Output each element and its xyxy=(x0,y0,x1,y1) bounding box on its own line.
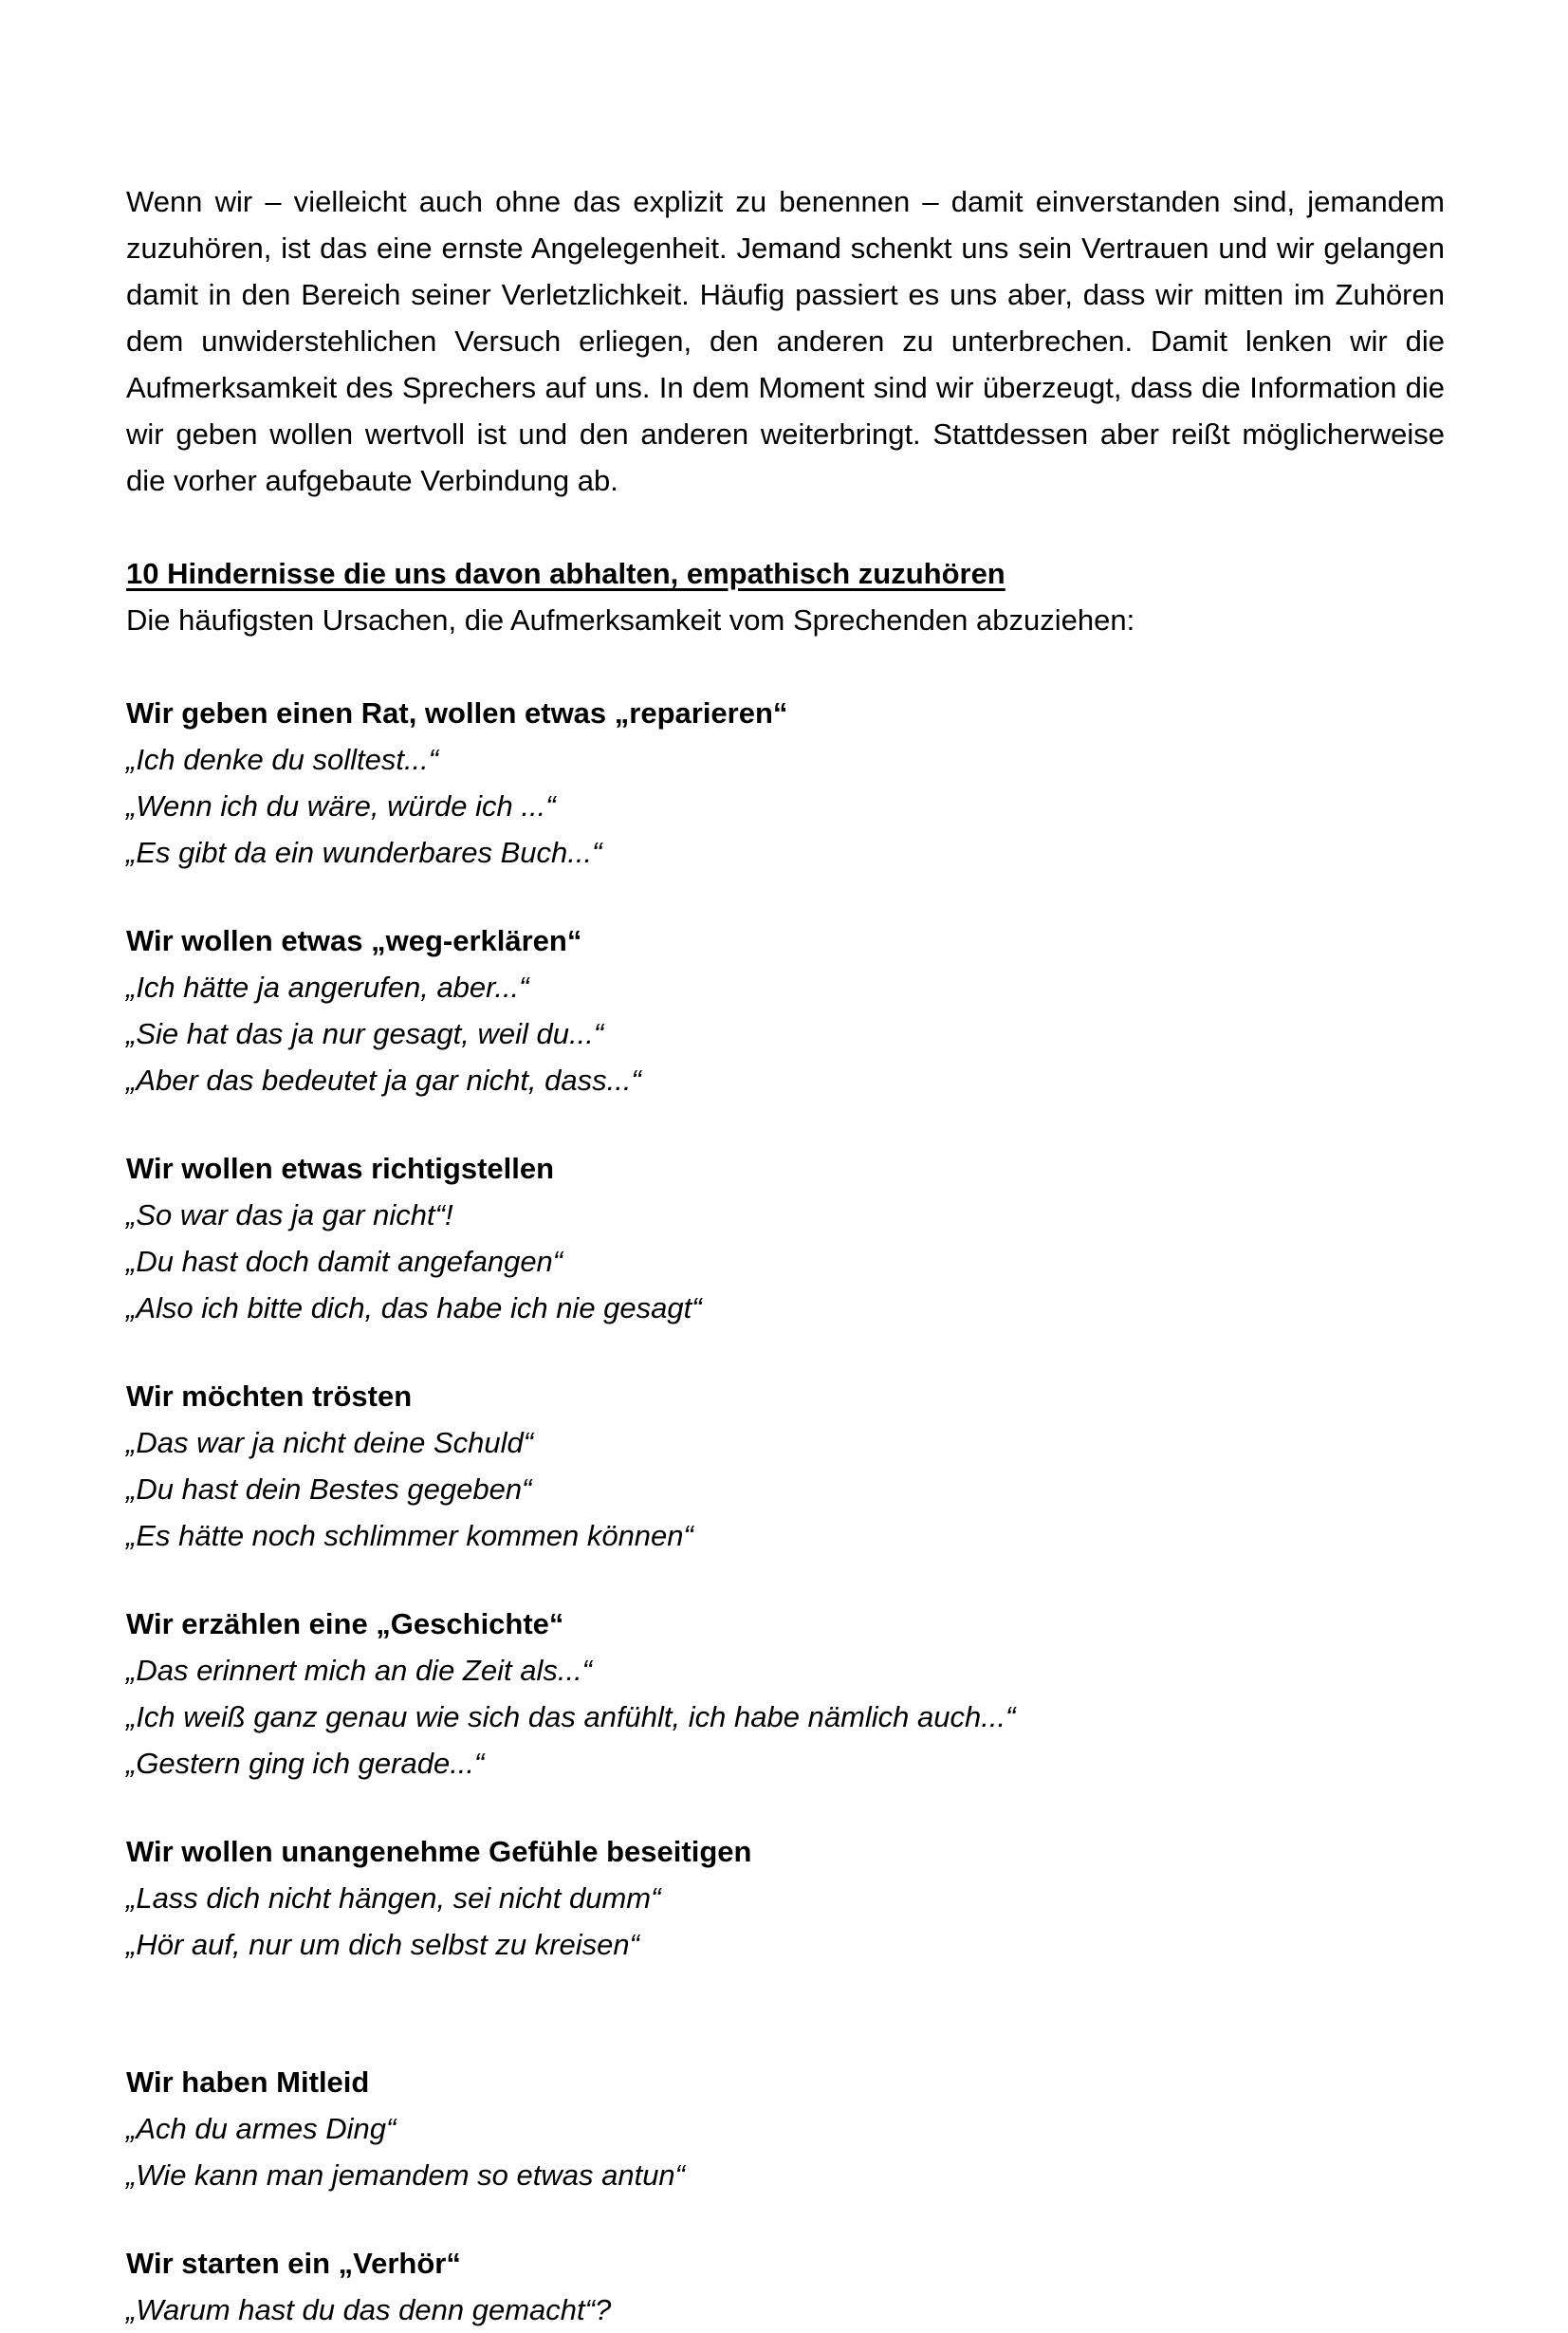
obstacle-title: Wir erzählen eine „Geschichte“ xyxy=(126,1607,564,1640)
quote-line: „Warum hast du das denn gemacht“? xyxy=(126,2293,612,2326)
quote-line: „So war das ja gar nicht“! xyxy=(126,1198,453,1231)
obstacle-section xyxy=(126,1145,1445,1331)
quote-line: „Es hätte noch schlimmer kommen können“ xyxy=(126,1519,693,1552)
obstacle-section xyxy=(126,2240,1445,2333)
obstacle-section xyxy=(126,1828,1445,1968)
main-heading: 10 Hindernisse die uns davon abhalten, empathisch zuzuhören xyxy=(126,557,1005,590)
quote-line: „Du hast doch damit angefangen“ xyxy=(126,1245,563,1278)
quote-line: „Du hast dein Bestes gegeben“ xyxy=(126,1472,532,1506)
intro-paragraph: Wenn wir – vielleicht auch ohne das explizit zu benennen – damit einverstanden sind, jemandem zuzuhören, ist das eine ernste Angelegenheit. Jemand schenkt uns sein Vertrauen und wir gelangen damit in den Bereich seiner Verletzlichkeit. Häufig passiert es uns aber, dass wir mitten im Zuhören dem unwiderstehlichen Versuch erliegen, den anderen zu unterbrechen. Damit lenken wir die Aufmerksamkeit des Sprechers auf uns. In dem Moment sind wir überzeugt, dass die Information die wir geben wollen wertvoll ist und den anderen weiterbringt. Stattdessen aber reißt möglicherweise die vorher aufgebaute Verbindung ab. xyxy=(126,185,1445,497)
quote-line: „Wenn ich du wäre, würde ich ...“ xyxy=(126,789,556,823)
quote-line: „Wie kann man jemandem so etwas antun“ xyxy=(126,2158,685,2192)
obstacle-section xyxy=(126,917,1445,1103)
obstacle-title: Wir geben einen Rat, wollen etwas „reparieren“ xyxy=(126,696,788,730)
obstacle-title: Wir wollen unangenehme Gefühle beseitigen xyxy=(126,1835,752,1868)
obstacle-section xyxy=(126,690,1445,876)
quote-line: „Also ich bitte dich, das habe ich nie gesagt“ xyxy=(126,1291,702,1324)
obstacle-sections xyxy=(126,690,1445,2333)
quote-line: „Das erinnert mich an die Zeit als...“ xyxy=(126,1654,593,1687)
obstacle-title: Wir wollen etwas richtigstellen xyxy=(126,1152,555,1185)
quote-line: „Sie hat das ja nur gesagt, weil du...“ xyxy=(126,1017,604,1050)
quote-line: „Lass dich nicht hängen, sei nicht dumm“ xyxy=(126,1881,661,1915)
obstacle-section xyxy=(126,1373,1445,1559)
quote-line: „Das war ja nicht deine Schuld“ xyxy=(126,1426,534,1459)
quote-line: „Aber das bedeutet ja gar nicht, dass...“ xyxy=(126,1064,641,1097)
obstacle-section xyxy=(126,2059,1445,2198)
sub-heading: Die häufigsten Ursachen, die Aufmerksamkeit vom Sprechenden abzuziehen: xyxy=(126,603,1135,637)
quote-line: „Ach du armes Ding“ xyxy=(126,2112,397,2145)
quote-line: „Es gibt da ein wunderbares Buch...“ xyxy=(126,836,602,869)
quote-line: „Ich weiß ganz genau wie sich das anfühlt, ich habe nämlich auch...“ xyxy=(126,1700,1016,1733)
obstacle-title: Wir möchten trösten xyxy=(126,1379,413,1413)
obstacle-title: Wir wollen etwas „weg-erklären“ xyxy=(126,924,582,957)
quote-line: „Ich denke du solltest...“ xyxy=(126,743,439,776)
quote-line: „Hör auf, nur um dich selbst zu kreisen“ xyxy=(126,1928,639,1961)
obstacle-section xyxy=(126,1601,1445,1787)
quote-line: „Gestern ging ich gerade...“ xyxy=(126,1747,485,1780)
obstacle-title: Wir haben Mitleid xyxy=(126,2065,370,2099)
obstacle-title: Wir starten ein „Verhör“ xyxy=(126,2247,461,2280)
quote-line: „Ich hätte ja angerufen, aber...“ xyxy=(126,971,529,1004)
